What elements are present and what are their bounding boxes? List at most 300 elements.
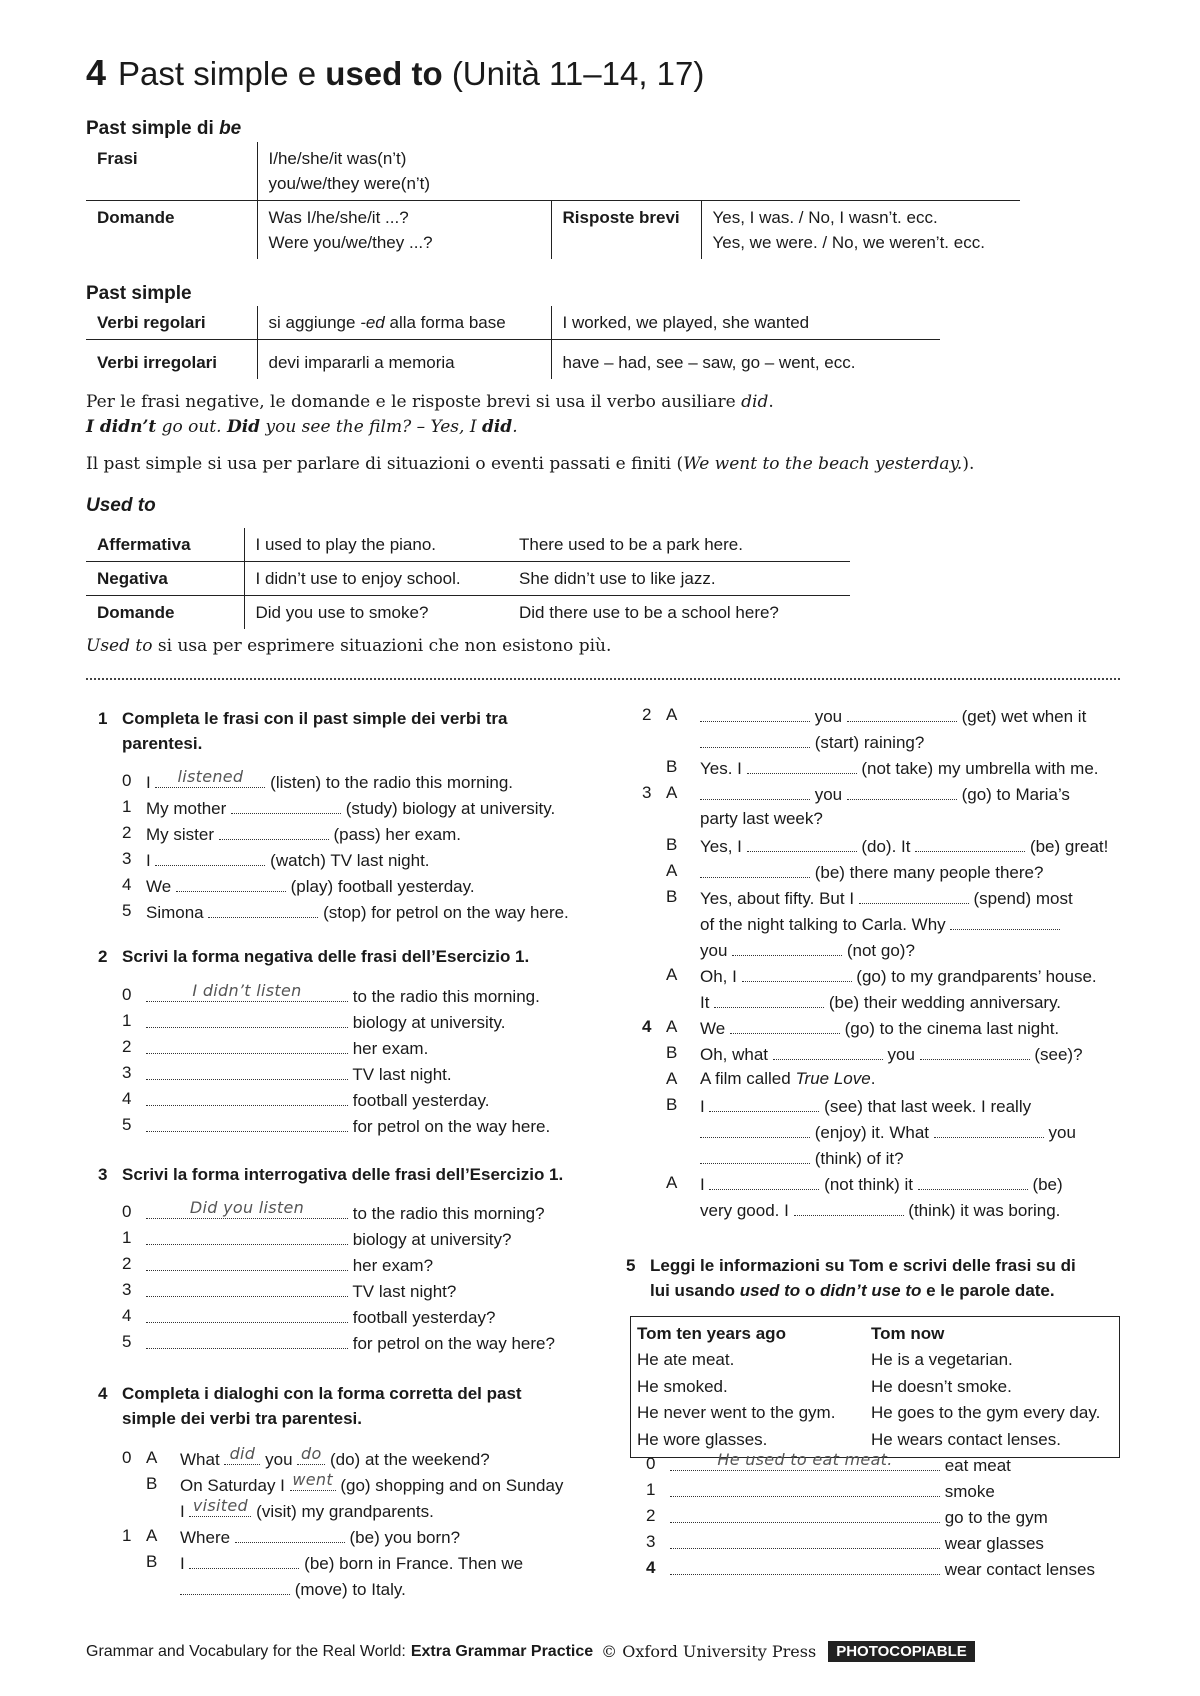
text: (do). It	[856, 837, 916, 856]
speaker: A	[666, 1173, 678, 1192]
item-number: 1	[122, 1011, 132, 1030]
text: (see)?	[1029, 1045, 1083, 1064]
note-text: .	[768, 392, 774, 412]
answer-blank[interactable]	[918, 1170, 1028, 1190]
line-text	[700, 832, 1108, 860]
answer-blank[interactable]	[146, 982, 348, 1002]
text: you	[810, 785, 847, 804]
text: (be)	[1027, 1175, 1063, 1194]
answer-blank[interactable]	[794, 1196, 904, 1216]
photocopiable-badge: PHOTOCOPIABLE	[828, 1641, 975, 1662]
item-number: 2	[122, 1037, 132, 1056]
line-text	[700, 884, 1073, 912]
item-number: 4	[646, 1558, 656, 1577]
line-text	[700, 1144, 904, 1172]
line-text: party last week?	[700, 809, 823, 828]
item-number: 1	[122, 1526, 132, 1545]
film-title: True Love	[795, 1069, 871, 1088]
item-number: 3	[646, 1532, 656, 1551]
text: her exam?	[348, 1256, 434, 1275]
line-text	[700, 1014, 1059, 1042]
text: .	[870, 1069, 876, 1088]
speaker: A	[666, 965, 678, 984]
line-text	[700, 780, 1070, 808]
item-text	[146, 1329, 555, 1357]
text: (go) shopping and on Sunday	[335, 1476, 564, 1495]
answer-blank[interactable]	[290, 1471, 336, 1491]
line-text	[700, 728, 924, 756]
text: (spend) most	[968, 889, 1073, 908]
text: I	[146, 773, 156, 792]
line-text	[700, 858, 1043, 886]
text: TV last night?	[348, 1282, 457, 1301]
note-text: Il past simple si usa per parlare di situazioni o eventi passati e finiti (	[86, 454, 684, 474]
title-bold: used to	[325, 55, 443, 92]
note-usage	[86, 451, 974, 477]
ex3-number: 3	[98, 1165, 108, 1184]
text: I	[180, 1554, 190, 1573]
ex5-number: 5	[626, 1256, 636, 1275]
text: (think) it was boring.	[903, 1201, 1061, 1220]
ex1-number: 1	[98, 709, 108, 728]
instruction-text: e le parole date.	[921, 1281, 1055, 1300]
answer-blank[interactable]	[709, 1170, 819, 1190]
answer-blank[interactable]	[219, 820, 329, 840]
speaker: A	[666, 861, 678, 880]
note-italic: Used to	[86, 636, 153, 656]
tom-past-fact: He smoked.	[637, 1376, 728, 1396]
ex1-title	[98, 706, 618, 758]
unit-number: 4	[86, 52, 107, 93]
item-number: 2	[122, 1254, 132, 1273]
instruction-italic: didn’t use to	[820, 1281, 922, 1300]
title-part: Past simple e	[118, 55, 317, 92]
speaker: B	[666, 887, 678, 906]
dom-label: Domande	[97, 603, 175, 622]
text: (pass) her exam.	[328, 825, 461, 844]
ex2-number: 2	[98, 947, 108, 966]
answer-blank[interactable]	[730, 1014, 840, 1034]
text: for petrol on the way here.	[348, 1117, 551, 1136]
item-number: 5	[122, 1332, 132, 1351]
risposte-cell	[701, 201, 1020, 260]
irr-rule: devi impararli a memoria	[257, 340, 551, 380]
reg-rule-text: alla forma base	[384, 313, 506, 332]
note-italic: We went to the beach yesterday.	[683, 454, 963, 474]
answer-blank[interactable]	[847, 702, 957, 722]
risposte-label: Risposte brevi	[551, 201, 701, 260]
item-text	[146, 1112, 550, 1140]
reg-rule-suffix: -ed	[360, 313, 385, 332]
ex3-title	[98, 1162, 618, 1188]
text: (go) to Maria’s	[956, 785, 1070, 804]
text: wear glasses	[940, 1534, 1044, 1553]
ex5-title	[626, 1253, 1126, 1305]
text: TV last night.	[348, 1065, 452, 1084]
tom-past-fact: He ate meat.	[637, 1350, 735, 1369]
item-text	[146, 1008, 505, 1036]
frasi-line: you/we/they were(n’t)	[268, 174, 431, 193]
speaker: B	[666, 835, 678, 854]
note-italic: did	[741, 392, 769, 412]
used-to-note	[86, 633, 611, 659]
text: (be) great!	[1025, 837, 1109, 856]
answer-blank[interactable]	[934, 1118, 1044, 1138]
note-text: si usa per esprimere situazioni che non esistono più.	[152, 636, 612, 656]
item-number: 1	[122, 797, 132, 816]
ps-table	[86, 306, 940, 379]
answer-blank[interactable]	[920, 1040, 1030, 1060]
ex5-instruction	[650, 1253, 1076, 1303]
text: (get) wet when it	[956, 707, 1087, 726]
item-number: 4	[122, 1089, 132, 1108]
text: very good. I	[700, 1201, 794, 1220]
item-number: 3	[122, 849, 132, 868]
answer-blank[interactable]	[747, 832, 857, 852]
neg-example: I didn’t use to enjoy school.	[244, 562, 508, 596]
tom-now-fact: He wears contact lenses.	[871, 1429, 1061, 1449]
item-number: 3	[122, 1063, 132, 1082]
answer-blank[interactable]	[670, 1503, 940, 1523]
page-title	[86, 52, 704, 94]
text: (study) biology at university.	[341, 799, 556, 818]
answer-blank[interactable]	[747, 754, 857, 774]
text: Simona	[146, 903, 209, 922]
answer-blank[interactable]	[700, 702, 810, 722]
be-table	[86, 142, 1020, 259]
line-text	[700, 936, 915, 964]
item-text	[146, 1303, 495, 1331]
answer-blank[interactable]	[235, 1523, 345, 1543]
item-number: 3	[642, 783, 652, 802]
item-number: 0	[122, 1448, 132, 1467]
line-text	[700, 910, 1060, 938]
ex4-title	[98, 1381, 618, 1433]
text: (be) you born?	[344, 1528, 461, 1547]
text: (visit) my grandparents.	[251, 1502, 434, 1521]
tom-now-fact: He doesn’t smoke.	[871, 1376, 1012, 1396]
handwritten-answer: do	[300, 1444, 322, 1463]
neg-label: Negativa	[86, 562, 244, 596]
answer-blank[interactable]	[155, 846, 265, 866]
text: Yes, I	[700, 837, 747, 856]
item-text	[670, 1451, 1011, 1479]
be-heading-text: Past simple di	[86, 118, 214, 139]
answer-blank[interactable]	[915, 832, 1025, 852]
answer-blank[interactable]	[155, 768, 265, 788]
note-auxiliary	[86, 389, 774, 415]
instruction-text: lui usando	[650, 1281, 740, 1300]
be-heading	[86, 118, 241, 140]
answer-blank[interactable]	[146, 1277, 348, 1297]
frasi-line: I/he/she/it was(n’t)	[268, 149, 407, 168]
text: (watch) TV last night.	[265, 851, 430, 870]
line-text	[700, 754, 1099, 782]
item-number: 4	[122, 1306, 132, 1325]
item-text	[146, 1199, 545, 1227]
footer-text: Grammar and Vocabulary for the Real World:	[86, 1642, 406, 1660]
line-text	[180, 1497, 434, 1525]
item-text	[146, 1060, 452, 1088]
answer-blank[interactable]	[146, 1112, 348, 1132]
text: (not go)?	[842, 941, 915, 960]
item-text	[146, 846, 430, 874]
speaker: A	[666, 705, 678, 724]
section-divider	[86, 678, 1120, 680]
answer-blank[interactable]	[709, 1092, 819, 1112]
answer-blank[interactable]	[231, 794, 341, 814]
answer-blank[interactable]	[742, 962, 852, 982]
answer-blank[interactable]	[714, 988, 824, 1008]
note-examples	[86, 414, 518, 440]
item-text	[670, 1555, 1095, 1583]
answer-blank[interactable]	[146, 1008, 348, 1028]
answer-blank[interactable]	[189, 1549, 299, 1569]
speaker: B	[666, 1095, 678, 1114]
text: football yesterday.	[348, 1091, 490, 1110]
example-bold: did	[481, 417, 513, 437]
item-text	[146, 768, 513, 796]
answer-blank[interactable]	[146, 1303, 348, 1323]
answer-blank[interactable]	[950, 910, 1060, 930]
text: I	[700, 1097, 710, 1116]
text: (play) football yesterday.	[285, 877, 475, 896]
answer-blank[interactable]	[146, 1060, 348, 1080]
note-text: ).	[962, 454, 975, 474]
handwritten-answer: visited	[192, 1496, 248, 1515]
handwritten-answer: went	[292, 1470, 333, 1489]
ex3-instruction: Scrivi la forma interrogativa delle frasi dell’Esercizio 1.	[122, 1165, 564, 1184]
irr-label: Verbi irregolari	[97, 353, 217, 372]
instruction-line: simple dei verbi tra parentesi.	[122, 1409, 362, 1428]
example-text: you see the film? – Yes, I	[260, 417, 482, 437]
answer-blank[interactable]	[670, 1529, 940, 1549]
text: her exam.	[348, 1039, 429, 1058]
speaker: B	[666, 1043, 678, 1062]
answer-blank[interactable]	[180, 1575, 290, 1595]
item-number: 0	[122, 1202, 132, 1221]
item-text	[146, 1251, 433, 1279]
footer-series: Extra Grammar Practice	[410, 1642, 594, 1660]
text: (not think) it	[819, 1175, 918, 1194]
tom-past-fact: He never went to the gym.	[637, 1403, 836, 1422]
item-text	[146, 1225, 511, 1253]
item-text	[146, 794, 555, 822]
line-text	[700, 1066, 875, 1092]
domande-line: Were you/we/they ...?	[268, 233, 433, 252]
ex1-instruction	[122, 706, 507, 756]
reg-label: Verbi regolari	[86, 306, 257, 340]
answer-blank[interactable]	[146, 1034, 348, 1054]
text: Oh, what	[700, 1045, 773, 1064]
reg-rule	[257, 306, 551, 340]
text: to the radio this morning?	[348, 1204, 545, 1223]
speaker: A	[146, 1526, 158, 1545]
item-text	[670, 1529, 1044, 1557]
tom-now-fact: He goes to the gym every day.	[871, 1403, 1101, 1422]
item-number: 0	[122, 985, 132, 1004]
answer-blank[interactable]	[146, 1225, 348, 1245]
dom-example: Did you use to smoke?	[244, 596, 508, 630]
answer-blank[interactable]	[224, 1445, 260, 1465]
answer-blank[interactable]	[700, 1144, 810, 1164]
text: I	[180, 1502, 190, 1521]
answer-blank[interactable]	[146, 1086, 348, 1106]
line-text	[700, 1170, 1063, 1198]
text: My sister	[146, 825, 219, 844]
item-text	[146, 1034, 428, 1062]
domande-cell	[257, 201, 551, 260]
answer-blank[interactable]	[732, 936, 842, 956]
answer-blank[interactable]	[847, 780, 957, 800]
tom-past-header: Tom ten years ago	[637, 1324, 786, 1343]
instruction-line: parentesi.	[122, 734, 203, 753]
ex2-title	[98, 944, 618, 970]
example-bold: I didn’t	[86, 417, 157, 437]
neg-example: She didn’t use to like jazz.	[508, 562, 850, 596]
tom-row	[637, 1400, 1113, 1427]
text: you	[810, 707, 847, 726]
text: (stop) for petrol on the way here.	[318, 903, 569, 922]
answer-blank[interactable]	[297, 1445, 325, 1465]
answer-blank[interactable]	[146, 1251, 348, 1271]
title-units: (Unità 11–14, 17)	[451, 55, 705, 92]
item-number: 2	[122, 823, 132, 842]
item-text	[146, 820, 461, 848]
line-text	[700, 962, 1097, 990]
text: wear contact lenses	[940, 1560, 1095, 1579]
aff-example: There used to be a park here.	[508, 528, 850, 562]
speaker: B	[146, 1474, 158, 1493]
text: you	[700, 941, 733, 960]
text: (listen) to the radio this morning.	[265, 773, 514, 792]
item-text	[670, 1477, 995, 1505]
risposte-line: Yes, we were. / No, we weren’t. ecc.	[712, 233, 985, 252]
answer-blank[interactable]	[859, 884, 969, 904]
speaker: A	[666, 1069, 678, 1088]
answer-blank[interactable]	[700, 1118, 810, 1138]
answer-blank[interactable]	[189, 1497, 251, 1517]
footer	[86, 1641, 975, 1662]
tom-rows	[637, 1347, 1113, 1453]
tom-info-box	[630, 1316, 1120, 1458]
item-text	[146, 1277, 456, 1305]
answer-blank[interactable]	[700, 858, 810, 878]
item-text	[146, 898, 569, 926]
used-to-heading: Used to	[86, 495, 156, 516]
text: (start) raining?	[810, 733, 925, 752]
text: (see) that last week. I really	[819, 1097, 1032, 1116]
handwritten-answer: did	[229, 1444, 256, 1463]
answer-blank[interactable]	[700, 728, 810, 748]
text: you	[882, 1045, 920, 1064]
text: Oh, I	[700, 967, 742, 986]
text: (go) to the cinema last night.	[839, 1019, 1060, 1038]
handwritten-answer: He used to eat meat.	[717, 1450, 893, 1469]
text: Yes, about fifty. But I	[700, 889, 859, 908]
text: (think) of it?	[810, 1149, 904, 1168]
answer-blank[interactable]	[773, 1040, 883, 1060]
item-number: 4	[642, 1017, 652, 1036]
answer-blank[interactable]	[670, 1451, 940, 1471]
text: (do) at the weekend?	[325, 1450, 490, 1469]
line-text	[180, 1549, 523, 1577]
tom-table	[637, 1321, 1113, 1453]
instruction-text: o	[800, 1281, 821, 1300]
answer-blank[interactable]	[670, 1477, 940, 1497]
example-text: .	[512, 417, 518, 437]
answer-blank[interactable]	[176, 872, 286, 892]
item-text	[146, 982, 540, 1010]
answer-blank[interactable]	[146, 1199, 348, 1219]
item-number: 5	[122, 1115, 132, 1134]
line-text	[180, 1575, 406, 1603]
risposte-line: Yes, I was. / No, I wasn’t. ecc.	[712, 208, 938, 227]
speaker: B	[666, 757, 678, 776]
item-number: 0	[646, 1454, 656, 1473]
text: We	[700, 1019, 730, 1038]
text: My mother	[146, 799, 232, 818]
used-to-table	[86, 528, 850, 629]
line-text	[700, 988, 1061, 1016]
text: biology at university?	[348, 1230, 512, 1249]
reg-rule-text: si aggiunge	[268, 313, 361, 332]
text: I	[700, 1175, 710, 1194]
speaker: A	[666, 1017, 678, 1036]
item-number: 5	[122, 901, 132, 920]
item-number: 3	[122, 1280, 132, 1299]
ps-heading: Past simple	[86, 283, 192, 304]
note-text: Per le frasi negative, le domande e le risposte brevi si usa il verbo ausiliare	[86, 392, 742, 412]
text: It	[700, 993, 715, 1012]
instruction-italic: used to	[739, 1281, 801, 1300]
text: What	[180, 1450, 225, 1469]
text: Where	[180, 1528, 235, 1547]
text: On Saturday I	[180, 1476, 290, 1495]
answer-blank[interactable]	[208, 898, 318, 918]
domande-label: Domande	[97, 208, 175, 227]
text: (go) to my grandparents’ house.	[851, 967, 1097, 986]
line-text	[700, 1196, 1060, 1224]
speaker: A	[146, 1448, 158, 1467]
text: (not take) my umbrella with me.	[856, 759, 1099, 778]
ex4-instruction	[122, 1381, 522, 1431]
example-bold: Did	[226, 417, 261, 437]
answer-blank[interactable]	[700, 780, 810, 800]
aff-example: I used to play the piano.	[244, 528, 508, 562]
answer-blank[interactable]	[146, 1329, 348, 1349]
item-text	[146, 1086, 489, 1114]
text: eat meat	[940, 1456, 1011, 1475]
publisher-copyright: © Oxford University Press	[601, 1642, 817, 1661]
text: smoke	[940, 1482, 995, 1501]
line-text	[700, 1118, 1076, 1146]
tom-row	[637, 1347, 1113, 1374]
item-text	[670, 1503, 1048, 1531]
example-text: go out.	[156, 417, 227, 437]
answer-blank[interactable]	[670, 1555, 940, 1575]
text: (be) born in France. Then we	[299, 1554, 524, 1573]
tom-row	[637, 1374, 1113, 1401]
ex2-instruction: Scrivi la forma negativa delle frasi dell’Esercizio 1.	[122, 947, 530, 966]
frasi-cell	[257, 142, 1020, 201]
line-text	[700, 1040, 1083, 1068]
line-text	[700, 1092, 1031, 1120]
item-number: 1	[646, 1480, 656, 1499]
text: to the radio this morning.	[348, 987, 540, 1006]
text: (be) there many people there?	[810, 863, 1044, 882]
text: you	[260, 1450, 298, 1469]
